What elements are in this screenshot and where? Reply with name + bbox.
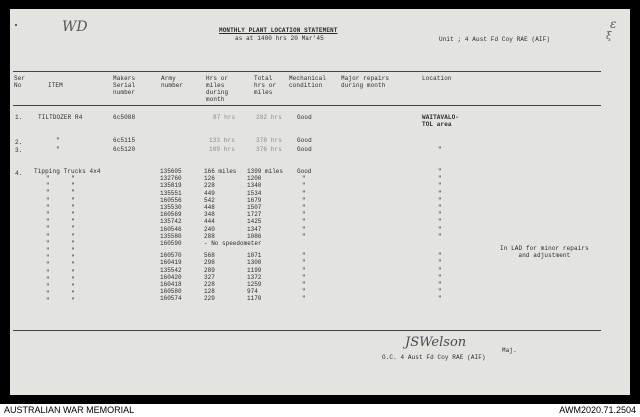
truck-miles: 542	[204, 196, 215, 204]
truck-army-number: 135580	[160, 232, 182, 240]
row2-item: "	[56, 137, 60, 144]
signature-title: O.C. 4 Aust Fd Coy RAE (AIF)	[382, 354, 486, 361]
truck-item-ditto: " "	[46, 218, 75, 226]
truck-total: 1507	[247, 204, 262, 212]
truck-item-ditto: " "	[46, 283, 75, 291]
truck-condition: "	[302, 182, 306, 190]
archive-reference: AWM2020.71.2504	[559, 405, 636, 415]
row1-item: TILTDOZER R4	[38, 114, 83, 121]
truck-item-ditto: " "	[46, 203, 75, 211]
row2-condition: Good	[297, 137, 312, 144]
row3-condition: Good	[297, 146, 312, 153]
truck-miles: 449	[204, 189, 215, 197]
archive-footer	[0, 404, 640, 417]
truck-item-ditto: " "	[46, 261, 75, 269]
truck-miles: 128	[204, 288, 215, 296]
row2-ser: 2.	[15, 139, 23, 146]
truck-location: "	[438, 232, 442, 240]
truck-item-ditto: " "	[46, 211, 75, 219]
col-ser-no: Ser No	[14, 75, 26, 89]
truck-total: 1347	[247, 225, 262, 233]
truck-location: "	[438, 252, 442, 260]
truck-condition	[297, 240, 311, 247]
truck-total: 1372	[247, 273, 262, 281]
truck-total: 1727	[247, 211, 262, 219]
truck-miles: 228	[204, 182, 215, 190]
trucks-location-col	[438, 168, 442, 303]
row3-location: "	[438, 146, 442, 153]
row2-serial: 6c5115	[113, 137, 136, 144]
trucks-total-col	[247, 168, 283, 303]
truck-army-number: 132760	[160, 175, 182, 183]
trucks-condition-col	[297, 168, 311, 303]
truck-condition: "	[302, 259, 306, 267]
truck-condition: "	[302, 266, 306, 274]
truck-item-ditto: " "	[46, 175, 75, 182]
truck-item-ditto: " "	[46, 182, 75, 190]
handwritten-initials: WD	[62, 19, 88, 35]
col-repairs: Major repairs during month	[341, 75, 390, 89]
truck-miles: 240	[204, 225, 215, 233]
row3-item: "	[56, 146, 60, 153]
truck-item-ditto: " "	[46, 268, 75, 276]
truck-army-number: 160574	[160, 295, 182, 303]
signature: JSWelson	[405, 335, 467, 350]
truck-total: 1340	[247, 182, 262, 190]
truck-item-ditto: " "	[46, 290, 75, 298]
truck-army-number: 160570	[160, 252, 182, 260]
truck-location: "	[438, 225, 442, 233]
truck-miles: 288	[204, 232, 215, 240]
truck-total: 1399 miles	[247, 168, 284, 175]
truck-location	[438, 240, 442, 247]
truck-army-number: 160418	[160, 281, 182, 289]
truck-total	[247, 240, 283, 247]
truck-condition: "	[302, 175, 306, 183]
truck-condition: "	[302, 288, 306, 296]
truck-condition: "	[302, 273, 306, 281]
truck-total: 1300	[247, 259, 262, 267]
truck-item-ditto: " "	[46, 189, 75, 197]
truck-location: "	[438, 168, 442, 175]
truck-miles: 298	[204, 259, 215, 267]
truck-total: 1086	[247, 232, 262, 240]
truck-miles: - No speedometer	[204, 240, 262, 248]
col-army-number: Army number	[161, 75, 184, 89]
truck-location: "	[438, 204, 442, 212]
col-item: ITEM	[48, 82, 63, 89]
col-condition: Mechanical condition	[289, 75, 327, 89]
col-total: Total hrs or miles	[254, 75, 277, 96]
truck-miles: 229	[204, 295, 215, 303]
header-rule-bottom	[13, 105, 601, 106]
truck-army-number: 160556	[160, 196, 182, 204]
row1-location: WAITAVALO- TOL area	[422, 114, 460, 128]
truck-item-ditto: " "	[46, 225, 75, 233]
truck-condition: "	[302, 295, 306, 303]
truck-total: 1200	[247, 175, 262, 183]
page-title: MONTHLY PLANT LOCATION STATEMENT	[219, 27, 338, 34]
truck-army-number: 135542	[160, 266, 182, 274]
truck-item-ditto: " "	[46, 196, 75, 204]
col-location: Location	[422, 75, 452, 82]
truck-location: "	[438, 295, 442, 303]
row1-hrs: 87 hrs	[213, 114, 236, 121]
archive-name: AUSTRALIAN WAR MEMORIAL	[4, 405, 135, 415]
truck-miles: 448	[204, 204, 215, 212]
truck-army-number: 135605	[160, 168, 182, 175]
truck-miles: 348	[204, 211, 215, 219]
truck-total: 1425	[247, 218, 262, 226]
truck-total: 1259	[247, 281, 262, 289]
truck-army-number: 160580	[160, 288, 182, 296]
truck-item-ditto: " "	[46, 297, 75, 305]
handwritten-mark-2: ξ	[606, 31, 612, 42]
truck-army-number: 160419	[160, 259, 182, 267]
truck-item-ditto: " "	[46, 232, 75, 240]
truck-condition: "	[302, 204, 306, 212]
truck-condition: "	[302, 211, 306, 219]
handwritten-mark-1: ε	[610, 17, 617, 31]
truck-location: "	[438, 288, 442, 296]
truck-location: "	[438, 266, 442, 274]
truck-total: 1534	[247, 189, 262, 197]
truck-location: "	[438, 196, 442, 204]
truck-location: "	[438, 189, 442, 197]
truck-army-number: 135551	[160, 189, 182, 197]
truck-army-number: 160590	[160, 240, 182, 248]
lad-note: In LAD for minor repairs and adjustment	[500, 245, 589, 259]
signature-rank: Maj.	[502, 347, 517, 354]
truck-item-ditto: " "	[46, 254, 75, 262]
row1-serial: 6c5088	[113, 114, 136, 121]
truck-army-number: 160569	[160, 211, 182, 219]
page-subtitle: as at 1400 hrs 20 Mar'45	[235, 35, 324, 42]
truck-location: "	[438, 218, 442, 226]
truck-army-number: 160546	[160, 225, 182, 233]
truck-item-ditto: " "	[46, 275, 75, 283]
row3-ser: 3.	[15, 147, 23, 154]
truck-miles: 126	[204, 175, 215, 183]
col-makers-serial: Makers Serial number	[113, 75, 136, 96]
row3-hrs: 109 hrs	[209, 146, 235, 153]
truck-location: "	[438, 281, 442, 289]
truck-location: "	[438, 259, 442, 267]
truck-total: 1170	[247, 295, 262, 303]
truck-condition: "	[302, 196, 306, 204]
unit-label: Unit ; 4 Aust Fd Coy RAE (AIF)	[439, 36, 551, 43]
truck-miles: 289	[204, 266, 215, 274]
truck-army-number: 135530	[160, 204, 182, 212]
truck-location: "	[438, 273, 442, 281]
punch-hole	[15, 24, 17, 26]
row4-item: Tipping Trucks 4x4	[34, 168, 101, 175]
truck-condition: "	[302, 225, 306, 233]
truck-location: "	[438, 175, 442, 183]
row1-total: 282 hrs	[256, 114, 282, 121]
truck-condition: "	[302, 281, 306, 289]
truck-miles: 444	[204, 218, 215, 226]
truck-army-number: 135819	[160, 182, 182, 190]
header-rule-top	[13, 71, 601, 72]
row1-condition: Good	[297, 114, 312, 121]
truck-total: 1071	[247, 252, 262, 260]
truck-condition: "	[302, 218, 306, 226]
row3-serial: 6c5120	[113, 146, 136, 153]
truck-item-ditto: " "	[46, 239, 75, 247]
document-page	[10, 9, 630, 395]
truck-miles: 327	[204, 273, 215, 281]
truck-condition: "	[302, 252, 306, 260]
truck-location: "	[438, 182, 442, 190]
row3-total: 376 hrs	[256, 146, 282, 153]
truck-condition: Good	[297, 168, 312, 175]
trucks-item-ditto-col	[46, 175, 75, 305]
truck-condition: "	[302, 232, 306, 240]
row2-total: 378 hrs	[256, 137, 282, 144]
footer-rule	[13, 330, 601, 331]
truck-army-number: 135742	[160, 218, 182, 226]
truck-item-ditto: " "	[46, 247, 75, 255]
truck-miles: 166 miles	[204, 168, 237, 175]
truck-location: "	[438, 211, 442, 219]
row4-ser: 4.	[15, 170, 23, 177]
col-hrs-miles: Hrs or miles during month	[206, 75, 229, 103]
trucks-army-col	[160, 168, 182, 303]
truck-condition: "	[302, 189, 306, 197]
row2-hrs: 133 hrs	[209, 137, 235, 144]
truck-army-number: 160420	[160, 273, 182, 281]
truck-total: 1679	[247, 196, 262, 204]
row1-ser: 1.	[15, 114, 23, 121]
truck-total: 1199	[247, 266, 262, 274]
truck-miles: 228	[204, 281, 215, 289]
truck-miles: 568	[204, 252, 215, 260]
truck-total: 974	[247, 288, 258, 296]
